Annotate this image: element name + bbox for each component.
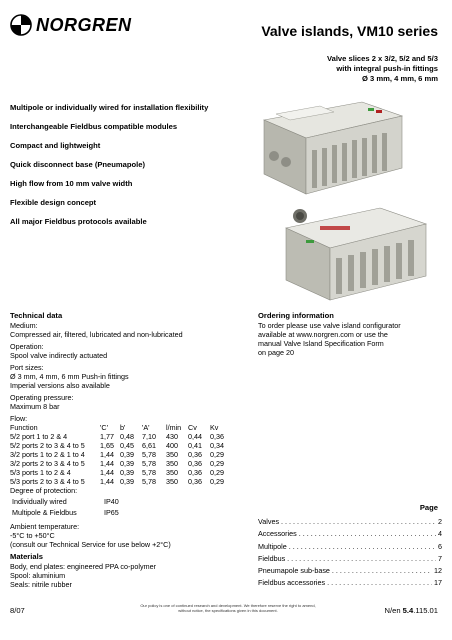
flow-cell: 0,34	[210, 441, 224, 450]
port-sizes-value: Ø 3 mm, 4 mm, 6 mm Push-in fittings	[10, 372, 129, 381]
flow-cell: 0,36	[210, 432, 224, 441]
doc-section: 5.4	[402, 606, 414, 615]
index-page-number: 12	[434, 566, 442, 576]
footer-disclaimer	[130, 603, 326, 613]
flow-cell: 0,39	[120, 468, 134, 477]
valve-island-photo-top	[250, 98, 410, 202]
doc-suffix: .115.01	[413, 606, 438, 615]
flow-cell: 3/2 ports 2 to 3 & 4 to 5	[10, 459, 85, 468]
flow-cell: 5/2 port 1 to 2 & 4	[10, 432, 68, 441]
flow-cell: 1,44	[100, 477, 114, 486]
feature-item: High flow from 10 mm valve width	[10, 179, 133, 188]
flow-cell: 350	[166, 477, 178, 486]
port-sizes-value: Imperial versions also available	[10, 381, 110, 390]
flow-cell: 5/3 ports 1 to 2 & 4	[10, 468, 71, 477]
materials-line: Body, end plates: engineered PPA co-polymer	[10, 562, 156, 571]
flow-table-row	[10, 477, 230, 486]
flow-cell: 5,78	[142, 459, 156, 468]
index-label: Fieldbus . . .	[258, 554, 436, 563]
protection-cell: IP65	[104, 508, 119, 517]
flow-cell: 0,29	[210, 477, 224, 486]
flow-cell: 0,36	[188, 450, 202, 459]
index-row-valves[interactable]	[258, 517, 442, 529]
protection-table	[10, 495, 121, 519]
footer-date: 8/07	[10, 606, 25, 615]
index-label: Multipole . . .	[258, 542, 436, 551]
flow-cell: 1,65	[100, 441, 114, 450]
ordering-line: available at www.norgren.com or use the	[258, 330, 388, 339]
flow-table-row	[10, 468, 230, 477]
flow-header-cell: 'C'	[100, 423, 108, 432]
flow-cell: 1,77	[100, 432, 114, 441]
feature-item: Compact and lightweight	[10, 141, 101, 150]
page-subtitle	[218, 54, 438, 84]
ordering-information	[258, 311, 443, 357]
flow-table	[10, 423, 230, 486]
flow-header-cell: Kv	[210, 423, 219, 432]
ambient-note: (consult our Technical Service for use below +2°C)	[10, 540, 171, 549]
flow-cell: 5,78	[142, 477, 156, 486]
port-sizes-label: Port sizes:	[10, 363, 44, 372]
index-row-accessories[interactable]	[258, 529, 442, 541]
flow-cell: 0,29	[210, 450, 224, 459]
flow-cell: 400	[166, 441, 178, 450]
flow-table-header	[10, 423, 230, 432]
flow-table-row	[10, 450, 230, 459]
index-row-pneumapole[interactable]	[258, 566, 442, 578]
flow-cell: 0,39	[120, 459, 134, 468]
doc-prefix: N/en	[384, 606, 403, 615]
index-page-number: 7	[438, 553, 442, 563]
flow-label: Flow:	[10, 414, 28, 423]
page-index-heading: Page	[419, 503, 438, 512]
flow-header-cell: b'	[120, 423, 126, 432]
index-label: Fieldbus accessories . . .	[258, 578, 432, 587]
flow-cell: 430	[166, 432, 178, 441]
flow-table-row	[10, 432, 230, 441]
flow-cell: 0,29	[210, 468, 224, 477]
flow-cell: 0,44	[188, 432, 202, 441]
flow-cell: 6,61	[142, 441, 156, 450]
protection-cell: Multipole & Fieldbus	[12, 508, 77, 517]
medium-value: Compressed air, filtered, lubricated and non-lubricated	[10, 330, 183, 339]
index-page-number: 6	[438, 541, 442, 551]
flow-cell: 1,44	[100, 468, 114, 477]
flow-cell: 350	[166, 450, 178, 459]
feature-item: Flexible design concept	[10, 198, 97, 207]
flow-header-cell: 'A'	[142, 423, 150, 432]
flow-header-cell: Cv	[188, 423, 197, 432]
feature-item: All major Fieldbus protocols available	[10, 217, 147, 226]
flow-cell: 350	[166, 468, 178, 477]
flow-cell: 0,29	[210, 459, 224, 468]
disclaimer-line: without notice, the specifications given in this document.	[178, 608, 278, 613]
ambient-label: Ambient temperature:	[10, 522, 80, 531]
flow-cell: 0,39	[120, 450, 134, 459]
flow-cell: 5,78	[142, 468, 156, 477]
norgren-logo	[10, 14, 132, 36]
materials-heading: Materials	[10, 552, 43, 561]
norgren-logo-icon	[10, 14, 32, 36]
subtitle-line: Valve slices 2 x 3/2, 5/2 and 5/3	[326, 54, 438, 63]
page-title: Valve islands, VM10 series	[261, 23, 438, 39]
operation-label: Operation:	[10, 342, 44, 351]
materials-line: Seals: nitrile rubber	[10, 580, 72, 589]
index-page-number: 2	[438, 517, 442, 526]
flow-cell: 0,48	[120, 432, 134, 441]
pressure-label: Operating pressure:	[10, 393, 74, 402]
feature-item: Interchangeable Fieldbus compatible modules	[10, 122, 178, 131]
index-page-number: 17	[434, 578, 442, 588]
ordering-line: on page 20	[258, 348, 294, 357]
brand-name: NORGREN	[36, 14, 132, 35]
subtitle-line: Ø 3 mm, 4 mm, 6 mm	[362, 74, 438, 83]
medium-label: Medium:	[10, 321, 38, 330]
flow-cell: 7,10	[142, 432, 156, 441]
index-label: Accessories . . .	[258, 529, 436, 538]
ordering-line: To order please use valve island configurator	[258, 321, 401, 330]
page-index	[258, 517, 442, 591]
flow-cell: 0,45	[120, 441, 134, 450]
flow-cell: 3/2 ports 1 to 2 & 1 to 4	[10, 450, 85, 459]
flow-cell: 1,44	[100, 450, 114, 459]
materials-line: Spool: aluminium	[10, 571, 66, 580]
flow-cell: 0,36	[188, 477, 202, 486]
flow-cell: 350	[166, 459, 178, 468]
ambient-value: -5°C to +50°C	[10, 531, 55, 540]
flow-cell: 0,39	[120, 477, 134, 486]
index-label: Valves . . .	[258, 517, 436, 526]
technical-data-heading: Technical data	[10, 311, 63, 320]
index-row-multipole[interactable]	[258, 542, 442, 554]
operation-value: Spool valve indirectly actuated	[10, 351, 108, 360]
valve-island-photo-bottom	[276, 200, 436, 304]
flow-header-cell: Function	[10, 423, 38, 432]
flow-cell: 0,41	[188, 441, 202, 450]
feature-item: Multipole or individually wired for installation flexibility	[10, 103, 209, 112]
subtitle-line: with integral push-in fittings	[336, 64, 438, 73]
flow-cell: 1,44	[100, 459, 114, 468]
protection-label: Degree of protection:	[10, 486, 78, 495]
flow-cell: 0,36	[188, 459, 202, 468]
flow-cell: 5/2 ports 2 to 3 & 4 to 5	[10, 441, 85, 450]
feature-item: Quick disconnect base (Pneumapole)	[10, 160, 146, 169]
index-label: Pneumapole sub-base . . .	[258, 566, 432, 575]
protection-row	[12, 497, 119, 506]
technical-data	[10, 311, 250, 589]
flow-header-cell: l/min	[166, 423, 182, 432]
flow-cell: 5/3 ports 2 to 3 & 4 to 5	[10, 477, 85, 486]
pressure-value: Maximum 8 bar	[10, 402, 60, 411]
index-row-fieldbus-accessories[interactable]	[258, 578, 442, 590]
disclaimer-line: Our policy is one of continued research and development. We therefore reserve the right to amend,	[140, 603, 316, 608]
flow-cell: 0,36	[188, 468, 202, 477]
feature-list	[10, 103, 220, 236]
ordering-line: manual Valve Island Specification Form	[258, 339, 384, 348]
document-reference	[385, 606, 439, 615]
flow-cell: 5,78	[142, 450, 156, 459]
protection-row	[12, 508, 119, 517]
flow-table-row	[10, 459, 230, 468]
flow-table-row	[10, 441, 230, 450]
ordering-heading: Ordering information	[258, 311, 334, 320]
protection-cell: IP40	[104, 497, 119, 506]
index-row-fieldbus[interactable]	[258, 554, 442, 566]
index-page-number: 4	[438, 529, 442, 539]
protection-cell: Individually wired	[12, 497, 67, 506]
